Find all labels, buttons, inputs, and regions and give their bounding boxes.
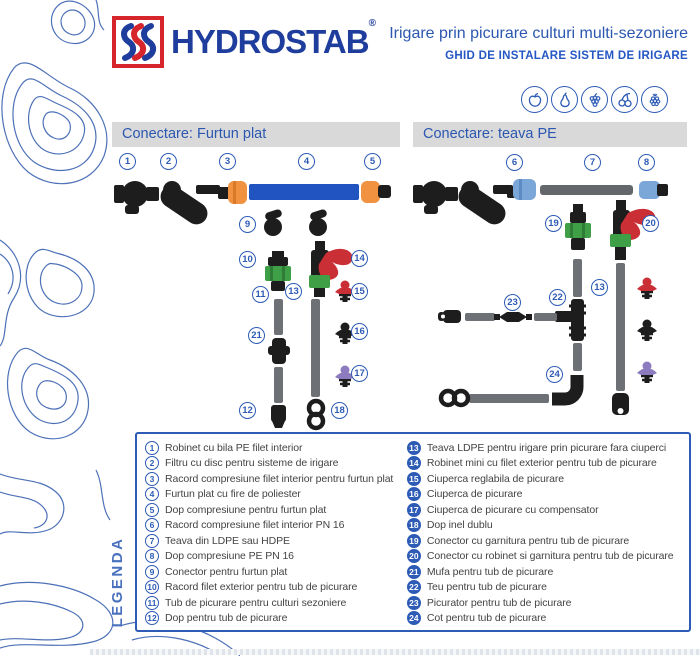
section-teava-pe (413, 122, 687, 437)
callout-23: 23 (504, 294, 521, 311)
legend-badge: 8 (145, 549, 159, 563)
drip-tube-part (274, 367, 283, 403)
disc-filter-part (156, 181, 220, 229)
section-furtun-plat (112, 122, 400, 437)
legend-text: Ciuperca reglabila de picurare (426, 472, 564, 485)
legend-item-16 (407, 487, 685, 501)
legend-badge: 13 (407, 441, 421, 455)
header (112, 16, 688, 68)
drip-tube-part (616, 263, 625, 391)
legend-text: Dop inel dublu (426, 519, 493, 532)
legend-item-9 (145, 565, 407, 579)
legend-text: Cot pentru tub de picurare (426, 611, 547, 624)
legend-badge: 16 (407, 487, 421, 501)
pe-compression-coupler-part (507, 179, 536, 200)
callout-3: 3 (219, 153, 236, 170)
double-ring-cap-part (309, 401, 323, 428)
callout-9: 9 (239, 216, 256, 233)
coupling-part (268, 338, 290, 364)
legend-text: Dop compresiune PE PN 16 (165, 550, 294, 563)
callout-2: 2 (160, 153, 177, 170)
disc-filter-part (454, 181, 513, 229)
callout-21: 21 (248, 327, 265, 344)
flat-hose-coupler-part (218, 181, 247, 204)
flat-hose-cap-part (361, 181, 391, 203)
legend-text: Teu pentru tub de picurare (426, 581, 547, 594)
gasket-connector-part (565, 204, 591, 250)
pe-cap-part (639, 181, 668, 199)
section-title: Conectare: Furtun plat (122, 126, 267, 142)
legend-badge: 10 (145, 580, 159, 594)
legend-badge: 17 (407, 503, 421, 517)
page-title: Irigare prin picurare culturi multi-sezoniere (389, 25, 688, 42)
header-titles (389, 16, 688, 68)
dripper-black-part (637, 320, 657, 342)
legend-item-6 (145, 518, 407, 532)
legend-item-20 (407, 549, 685, 563)
legend-item-21 (407, 565, 685, 579)
legend-badge: 6 (145, 518, 159, 532)
drip-tube-part (573, 343, 582, 371)
legend-text: Racord compresiune filet interior pentru furtun plat (165, 472, 394, 485)
callout-19: 19 (545, 215, 562, 232)
legend-text: Picurator pentru tub de picurare (426, 596, 572, 609)
legend-badge: 7 (145, 534, 159, 548)
drip-tube-part (534, 313, 557, 321)
legend-item-10 (145, 580, 407, 594)
drip-tube-part (311, 299, 320, 397)
legend-item-14 (407, 456, 685, 470)
legend-text: Mufa pentru tub de picurare (426, 565, 554, 578)
legend-text: Robinet mini cu filet exterior pentru tub de picurare (426, 457, 657, 470)
legend-item-11 (145, 596, 407, 610)
callout-4: 4 (298, 153, 315, 170)
registered-mark: ® (368, 18, 376, 29)
legend-item-2 (145, 456, 407, 470)
legend-item-17 (407, 503, 685, 517)
callout-18: 18 (331, 402, 348, 419)
legend-badge: 15 (407, 472, 421, 486)
callout-6: 6 (506, 154, 523, 171)
legend-item-19 (407, 534, 685, 548)
inline-dripper-part (494, 312, 532, 322)
legend-text: Filtru cu disc pentru sisteme de irigare (165, 457, 339, 470)
legend-text: Conector cu robinet si garnitura pentru tub de picurare (426, 550, 674, 563)
callout-1: 1 (119, 153, 136, 170)
legend-text: Ciuperca de picurare (426, 488, 523, 501)
section-header-teava-pe (413, 122, 687, 147)
callout-16: 16 (351, 323, 368, 340)
tube-end-cap-part (271, 405, 286, 428)
callout-12: 12 (239, 402, 256, 419)
hydrostab-logo (112, 16, 376, 68)
cherries-icon (611, 86, 638, 113)
legend-badge: 22 (407, 580, 421, 594)
legend-item-23 (407, 596, 685, 610)
flat-hose-part (249, 184, 359, 200)
diagram-teava-pe (413, 147, 687, 437)
legend-badge: 14 (407, 456, 421, 470)
legend-badge: 19 (407, 534, 421, 548)
callout-7: 7 (584, 154, 601, 171)
pe-pipe-part (540, 185, 633, 195)
callout-24: 24 (546, 366, 563, 383)
drip-tube-part (465, 313, 495, 321)
page-subtitle: GHID DE INSTALARE SISTEM DE IRIGARE (445, 50, 688, 62)
flat-hose-connector-part (264, 208, 283, 236)
drip-tube-part (274, 299, 283, 335)
legend-badge: 20 (407, 549, 421, 563)
legend-item-24 (407, 611, 685, 625)
tube-end-cap-part (438, 310, 461, 323)
legend-badge: 24 (407, 611, 421, 625)
raspberry-icon (641, 86, 668, 113)
legend-badge: 23 (407, 596, 421, 610)
legend-column-left (145, 441, 407, 625)
legend-text: Teava LDPE pentru irigare prin picurare fara ciuperci (426, 442, 667, 454)
legend-label: LEGENDA (109, 536, 126, 628)
section-title: Conectare: teava PE (423, 126, 557, 142)
callout-5: 5 (364, 153, 381, 170)
callout-13: 13 (285, 283, 302, 300)
callout-11: 11 (252, 286, 269, 303)
legend-text: Dop compresiune pentru furtun plat (165, 503, 327, 516)
tube-end-cap-part (612, 393, 629, 415)
legend-item-7 (145, 534, 407, 548)
brand-wordmark: HYDROSTAB (171, 23, 369, 60)
legend-badge: 21 (407, 565, 421, 579)
callout-15: 15 (351, 283, 368, 300)
callout-20: 20 (642, 215, 659, 232)
dripper-red-part (637, 278, 657, 300)
apple-icon (521, 86, 548, 113)
legend-item-8 (145, 549, 407, 563)
callout-8: 8 (638, 154, 655, 171)
legend-badge: 9 (145, 565, 159, 579)
grapes-icon (581, 86, 608, 113)
legend-badge: 2 (145, 456, 159, 470)
callout-22: 22 (549, 289, 566, 306)
callout-13: 13 (591, 279, 608, 296)
legend-badge: 11 (145, 596, 159, 610)
legend-item-5 (145, 503, 407, 517)
legend-column-right (407, 441, 685, 625)
pear-icon (551, 86, 578, 113)
crop-icons-row (521, 86, 668, 113)
legend-item-4 (145, 487, 407, 501)
diagram-furtun-plat (112, 147, 400, 437)
legend-text: Dop pentru tub de picurare (165, 611, 288, 624)
legend-box (135, 432, 691, 632)
legend-item-13 (407, 441, 685, 455)
legend-text: Teava din LDPE sau HDPE (165, 534, 290, 547)
legend-badge: 4 (145, 487, 159, 501)
flat-hose-connector-part (309, 208, 328, 236)
callout-10: 10 (239, 251, 256, 268)
legend-item-18 (407, 518, 685, 532)
legend-text: Tub de picurare pentru culturi sezoniere (165, 596, 347, 609)
legend-text: Conector cu garnitura pentru tub de picurare (426, 534, 630, 547)
brand-wordmark-wrap (171, 16, 376, 68)
legend-item-15 (407, 472, 685, 486)
legend-item-12 (145, 611, 407, 625)
legend-text: Robinet cu bila PE filet interior (165, 442, 303, 454)
legend-item-3 (145, 472, 407, 486)
ball-valve-part (114, 181, 159, 214)
legend-item-22 (407, 580, 685, 594)
legend-text: Racord filet exterior pentru tub de picurare (165, 581, 358, 594)
section-header-furtun-plat (112, 122, 400, 147)
dripper-purple-part (637, 362, 657, 384)
hydrostab-logo-icon (112, 16, 164, 68)
bottom-accent-band (90, 649, 700, 655)
legend-item-1 (145, 441, 407, 455)
ball-valve-part (413, 181, 458, 214)
legend-badge: 3 (145, 472, 159, 486)
double-ring-cap-part (441, 391, 468, 405)
drip-tube-part (469, 394, 549, 403)
legend-badge: 1 (145, 441, 159, 455)
legend-text: Conector pentru furtun plat (165, 565, 288, 578)
callout-14: 14 (351, 250, 368, 267)
legend-badge: 5 (145, 503, 159, 517)
callout-17: 17 (351, 365, 368, 382)
drip-tube-part (573, 259, 582, 297)
legend-badge: 12 (145, 611, 159, 625)
legend-text: Racord compresiune filet interior PN 16 (165, 519, 345, 532)
legend-text: Ciuperca de picurare cu compensator (426, 503, 599, 516)
legend-text: Furtun plat cu fire de poliester (165, 488, 301, 501)
legend-badge: 18 (407, 518, 421, 532)
